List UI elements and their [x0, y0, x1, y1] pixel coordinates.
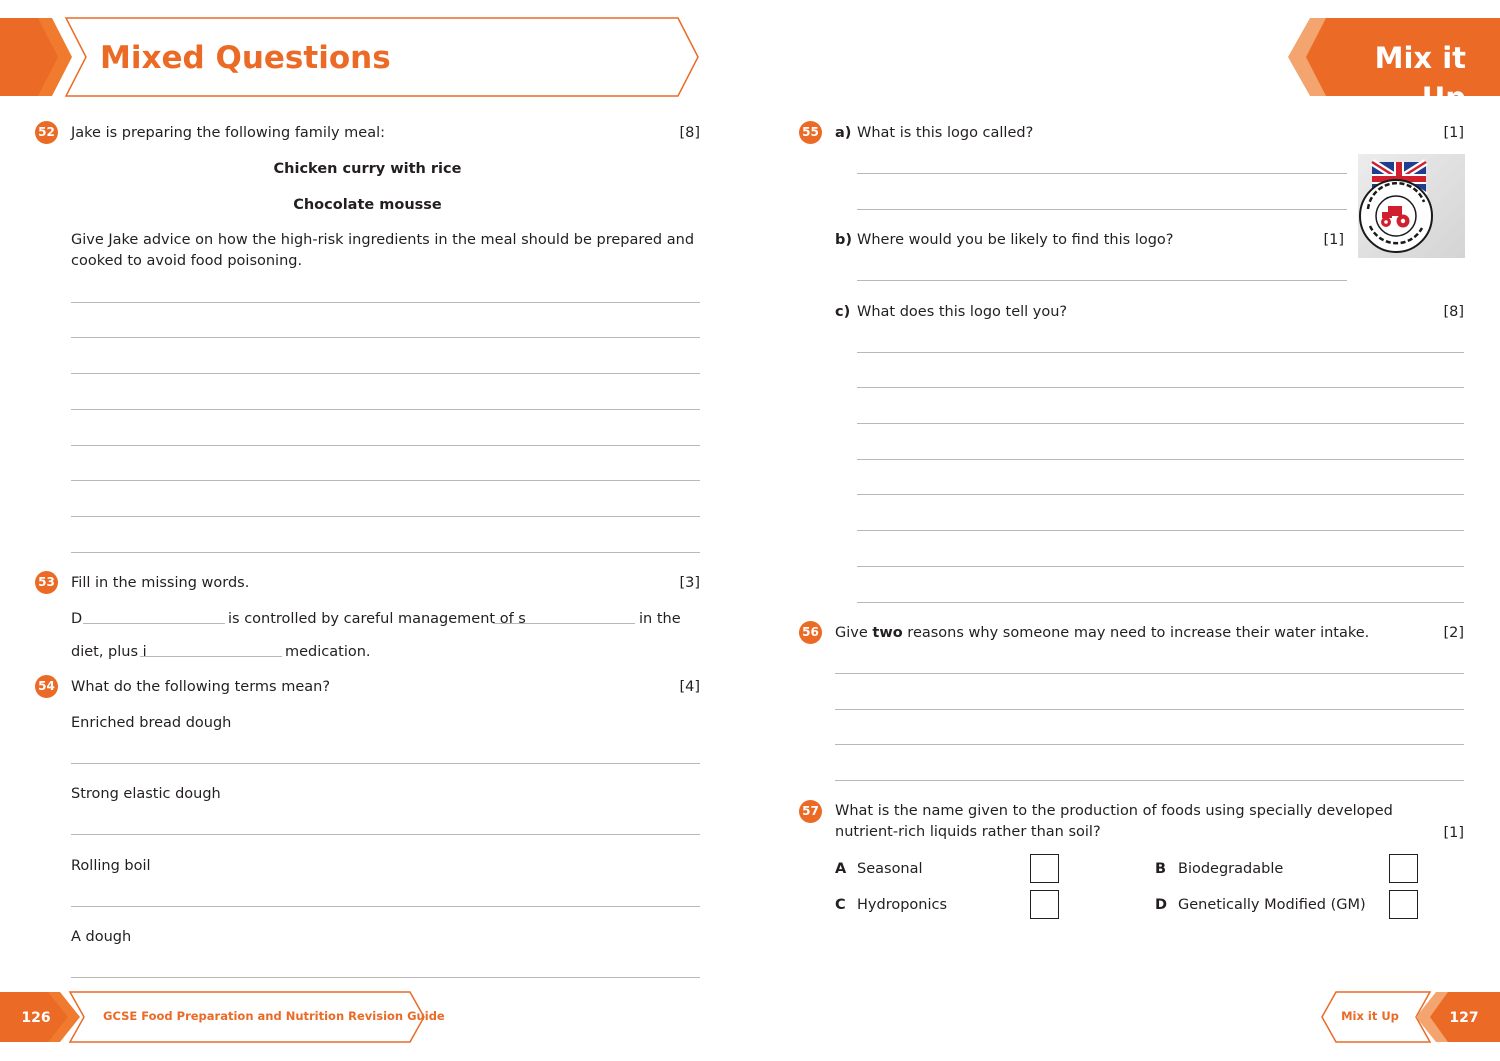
answer-line[interactable] [71, 552, 700, 553]
q57-text: What is the name given to the production of foods using specially developed nutrient-rich liquids rather than soil? [835, 803, 1393, 840]
q55b-text: Where would you be likely to find this logo? [857, 232, 1174, 248]
q53-marks: [3] [679, 575, 700, 591]
q52-dish-2: Chocolate mousse [293, 197, 442, 213]
answer-line[interactable] [71, 480, 700, 481]
section-title: Mix it Up [1374, 41, 1466, 115]
q56-text [835, 623, 1369, 644]
option-c-checkbox[interactable] [1030, 890, 1059, 919]
question-number: 56 [799, 621, 822, 644]
q54-intro: What do the following terms mean? [71, 679, 331, 695]
answer-line[interactable] [857, 423, 1464, 424]
answer-line[interactable] [857, 209, 1347, 210]
question-number: 54 [35, 675, 58, 698]
answer-line[interactable] [71, 337, 700, 338]
q53-text-5: medication. [285, 644, 371, 660]
answer-line[interactable] [857, 352, 1464, 353]
answer-line[interactable] [857, 566, 1464, 567]
q52-marks: [8] [679, 125, 700, 141]
answer-line[interactable] [71, 409, 700, 410]
q53-text-4: diet, plus i [71, 644, 147, 660]
option-text: Hydroponics [857, 897, 948, 913]
answer-line[interactable] [835, 709, 1464, 710]
option-letter: A [835, 861, 847, 877]
q56-emphasis: two [872, 625, 903, 641]
answer-line[interactable] [835, 744, 1464, 745]
answer-line[interactable] [857, 173, 1347, 174]
q53-intro: Fill in the missing words. [71, 575, 250, 591]
answer-line[interactable] [857, 459, 1464, 460]
q52-intro: Jake is preparing the following family meal: [71, 125, 386, 141]
q55a-text: What is this logo called? [857, 125, 1034, 141]
footer-section-title: Mix it Up [1341, 1009, 1399, 1023]
page-title: Mixed Questions [100, 40, 391, 76]
option-text: Biodegradable [1178, 861, 1284, 877]
q54-marks: [4] [679, 679, 700, 695]
q53-text-1: D [71, 611, 83, 627]
option-letter: C [835, 897, 846, 913]
answer-line[interactable] [71, 302, 700, 303]
option-letter: B [1155, 861, 1167, 877]
book-title: GCSE Food Preparation and Nutrition Revision Guide [103, 1009, 445, 1023]
q55c-label: c) [835, 304, 851, 320]
answer-line[interactable] [71, 906, 700, 907]
assured-food-standards-logo [1358, 154, 1465, 258]
q56-post: reasons why someone may need to increase their water intake. [902, 625, 1370, 641]
q55b-marks: [1] [1323, 232, 1344, 248]
option-d-checkbox[interactable] [1389, 890, 1418, 919]
answer-line[interactable] [835, 673, 1464, 674]
q57-marks: [1] [1443, 825, 1464, 841]
page-number: 126 [21, 1010, 51, 1026]
option-letter: D [1155, 897, 1168, 913]
q56-pre: Give [835, 625, 873, 641]
q54-term: Enriched bread dough [71, 715, 232, 731]
question-number: 52 [35, 121, 58, 144]
answer-line[interactable] [857, 494, 1464, 495]
q54-term: Rolling boil [71, 858, 151, 874]
option-b-checkbox[interactable] [1389, 854, 1418, 883]
q55a-marks: [1] [1443, 125, 1464, 141]
question-number: 57 [799, 800, 822, 823]
q55c-marks: [8] [1443, 304, 1464, 320]
q56-marks: [2] [1443, 625, 1464, 641]
answer-line[interactable] [71, 763, 700, 764]
option-text: Seasonal [857, 861, 923, 877]
question-number: 53 [35, 571, 58, 594]
answer-line[interactable] [857, 280, 1347, 281]
q52-dish-1: Chicken curry with rice [273, 161, 462, 177]
q52-instruction: Give Jake advice on how the high-risk ingredients in the meal should be prepared and cooked to avoid food poisoning. [71, 232, 695, 269]
fill-blank[interactable] [83, 623, 225, 624]
page-number: 127 [1449, 1010, 1479, 1026]
answer-line[interactable] [857, 530, 1464, 531]
q54-term: A dough [71, 929, 132, 945]
q54-term: Strong elastic dough [71, 786, 221, 802]
q53-text-2: is controlled by careful management of s [228, 611, 526, 627]
q55a-label: a) [835, 125, 852, 141]
q55b-label: b) [835, 232, 853, 248]
answer-line[interactable] [71, 977, 700, 978]
answer-line[interactable] [857, 602, 1464, 603]
answer-line[interactable] [71, 373, 700, 374]
fill-blank[interactable] [493, 623, 635, 624]
q53-text-3: in the [639, 611, 681, 627]
q55c-text: What does this logo tell you? [857, 304, 1068, 320]
question-number: 55 [799, 121, 822, 144]
answer-line[interactable] [71, 516, 700, 517]
answer-line[interactable] [71, 445, 700, 446]
answer-line[interactable] [857, 387, 1464, 388]
answer-line[interactable] [835, 780, 1464, 781]
option-a-checkbox[interactable] [1030, 854, 1059, 883]
answer-line[interactable] [71, 834, 700, 835]
fill-blank[interactable] [140, 656, 282, 657]
option-text: Genetically Modified (GM) [1178, 897, 1366, 913]
